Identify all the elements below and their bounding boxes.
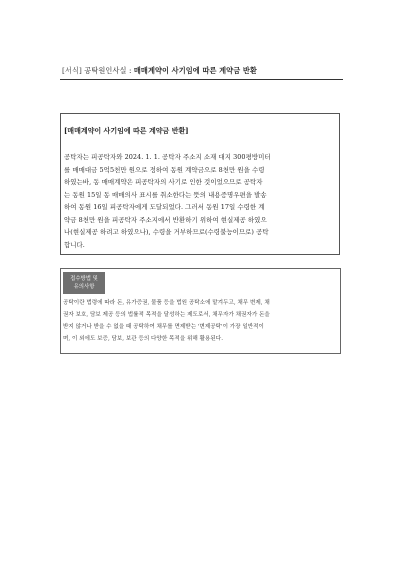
header-divider	[60, 79, 343, 80]
body-line: 하였는바, 동 매매계약은 피공탁자의 사기로 인한 것이었으므로 공탁자	[64, 178, 263, 186]
note-body	[63, 297, 337, 345]
content-title: [매매계약이 사기임에 따른 계약금 반환]	[64, 126, 189, 135]
note-badge-line: 접수방법 및	[70, 276, 98, 282]
body-line: 나(현실제공 하려고 하였으나), 수령을 거부하므로(수령불능이므로) 공탁	[64, 228, 269, 236]
note-badge-line: 유의사항	[73, 284, 95, 290]
note-line: 공탁이란 법령에 따라 돈, 유가증권, 물품 등을 법원 공탁소에 맡겨두고, 채무 변제, 채	[63, 300, 270, 306]
note-line: 며, 이 외에도 보증, 담보, 보관 등의 다양한 목적을 위해 활용된다.	[63, 336, 223, 342]
content-body	[64, 151, 336, 251]
note-badge	[63, 272, 105, 294]
form-tag: [서식]	[62, 66, 82, 75]
body-line: 공탁자는 피공탁자와 2024. 1. 1. 공탁자 주소지 소재 대지 300평방미터	[64, 153, 271, 161]
note-line: 받지 않거나 받을 수 없을 때 공탁하여 채무를 면제받는 '변제공탁'이 가장 일반적이	[63, 324, 264, 330]
body-line: 는 동원 15일 동 매매의사 표시를 취소한다는 뜻의 내용증명우편을 발송	[64, 190, 267, 199]
body-line: 를 매매대금 5억5천만 원으로 정하여 동원 계약금으로 8천만 원을 수령	[64, 165, 265, 174]
body-line: 합니다.	[64, 240, 85, 249]
note-line: 권자 보호, 담보 제공 등의 법률적 목적을 달성하는 제도로서, 채무자가 채권자가 돈을	[63, 312, 270, 318]
body-line: 약금 8천만 원을 피공탁자 주소지에서 반환하기 위하여 현실제공 하였으	[64, 215, 267, 224]
header-category: 공탁원인사실 :	[84, 66, 132, 75]
document-header	[62, 66, 342, 76]
body-line: 하여 동원 16일 피공탁자에게 도달되었다. 그러서 동원 17일 수령한 계	[64, 203, 265, 211]
header-title: 매매계약이 사기임에 따른 계약금 반환	[133, 66, 257, 75]
